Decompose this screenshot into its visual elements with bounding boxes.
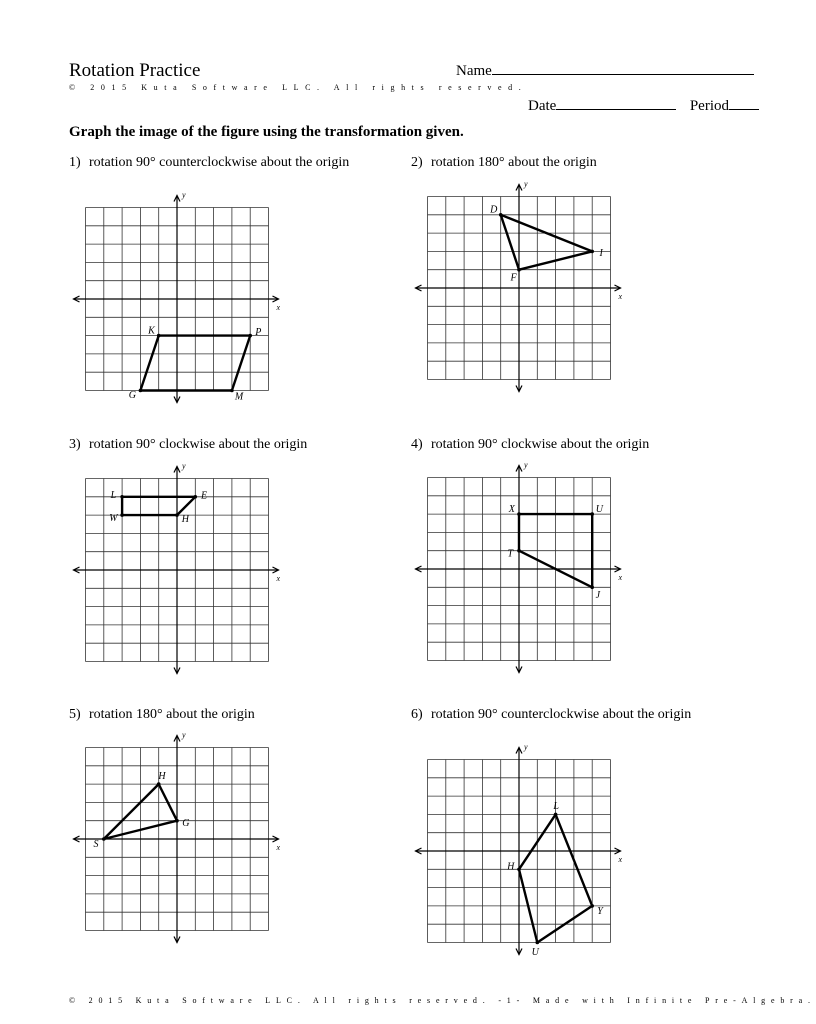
y-axis-label: y (182, 190, 186, 200)
vertex-label: W (109, 513, 118, 525)
footer-made-with: Made with Infinite Pre-Algebra. (532, 996, 816, 1005)
y-axis-label: y (182, 461, 186, 471)
vertex-label: U (595, 504, 604, 516)
vertex-label: G (182, 817, 190, 829)
x-axis-label: x (276, 574, 281, 583)
vertex-point (590, 512, 594, 516)
date-period-field (528, 95, 759, 115)
x-axis-label: x (276, 303, 281, 312)
x-axis-label: x (618, 292, 623, 301)
problem-6 (411, 709, 696, 721)
vertex-label: U (531, 946, 539, 958)
vertex-label: F (510, 272, 517, 284)
problem-text: rotation 180° about the origin (431, 155, 597, 170)
period-label: Period (689, 98, 729, 114)
vertex-point (230, 389, 234, 393)
vertex-label: L (110, 489, 117, 501)
vertex-label: J (595, 589, 601, 601)
vertex-label: S (93, 838, 99, 850)
vertex-point (517, 868, 521, 872)
axes (416, 743, 623, 955)
vertex-point (499, 213, 503, 217)
vertex-point (175, 819, 179, 823)
vertex-point (175, 513, 179, 517)
problem-number: 3) (69, 437, 81, 452)
date-label: Date (528, 98, 557, 114)
vertex-point (157, 782, 161, 786)
vertex-label: T (507, 548, 514, 560)
vertex-label: Y (597, 905, 603, 917)
problem-number: 1) (69, 155, 81, 170)
date-blank[interactable] (556, 95, 676, 110)
vertex-label: G (128, 390, 136, 402)
vertex-point (554, 813, 558, 817)
x-axis-label: x (618, 855, 623, 864)
vertex-label: D (490, 204, 498, 216)
problem-5 (69, 709, 354, 721)
axes (74, 462, 281, 674)
y-axis-label: y (524, 179, 528, 189)
vertex-point (536, 941, 540, 945)
worksheet-title: Rotation Practice (69, 60, 201, 81)
vertex-point (517, 268, 521, 272)
vertex-label: H (507, 861, 515, 873)
vertex-point (248, 334, 252, 338)
vertex-point (157, 334, 161, 338)
figure-polygon (501, 215, 593, 270)
problem-1 (69, 157, 354, 169)
name-label: Name (456, 63, 492, 79)
vertex-label: P (255, 327, 262, 339)
problem-3 (69, 439, 354, 451)
y-axis-label: y (524, 460, 528, 470)
vertex-point (194, 495, 198, 499)
vertex-label: X (508, 504, 515, 516)
problem-number: 5) (69, 707, 81, 722)
x-axis-label: x (276, 843, 281, 852)
vertex-point (590, 904, 594, 908)
instructions: Graph the image of the figure using the transformation given. (69, 124, 464, 140)
period-blank[interactable] (729, 95, 759, 110)
vertex-point (102, 837, 106, 841)
problem-4 (411, 439, 696, 451)
problem-text: rotation 90° clockwise about the origin (89, 437, 308, 452)
vertex-label: I (599, 247, 603, 259)
problem-text: rotation 90° counterclockwise about the origin (89, 155, 350, 170)
vertex-point (590, 250, 594, 254)
vertex-label: H (181, 513, 189, 525)
vertex-label: H (158, 771, 166, 783)
name-field (456, 60, 754, 80)
vertex-label: L (553, 800, 559, 812)
problem-text: rotation 90° counterclockwise about the origin (431, 707, 692, 722)
vertex-label: E (201, 490, 208, 502)
vertex-label: M (234, 391, 244, 403)
problem-number: 2) (411, 155, 423, 170)
vertex-point (590, 586, 594, 590)
y-axis-label: y (182, 730, 186, 740)
vertex-point (139, 389, 143, 393)
name-blank[interactable] (492, 60, 754, 75)
problem-text: rotation 180° about the origin (89, 707, 255, 722)
x-axis-label: x (618, 573, 623, 582)
footer (69, 996, 816, 1005)
vertex-label: K (148, 325, 155, 337)
axes (74, 191, 281, 403)
vertex-point (517, 512, 521, 516)
vertex-point (120, 513, 124, 517)
vertex-point (120, 495, 124, 499)
header-copyright: © 2015 Kuta Software LLC. All rights reserved. (69, 83, 528, 92)
problem-number: 6) (411, 707, 423, 722)
problem-number: 4) (411, 437, 423, 452)
page-number: -1- (498, 996, 526, 1005)
axes (416, 180, 623, 392)
problem-text: rotation 90° clockwise about the origin (431, 437, 650, 452)
y-axis-label: y (524, 742, 528, 752)
problem-2 (411, 157, 696, 169)
axes (74, 731, 281, 943)
footer-copyright: © 2015 Kuta Software LLC. All rights reserved. (69, 996, 491, 1005)
vertex-point (517, 549, 521, 553)
